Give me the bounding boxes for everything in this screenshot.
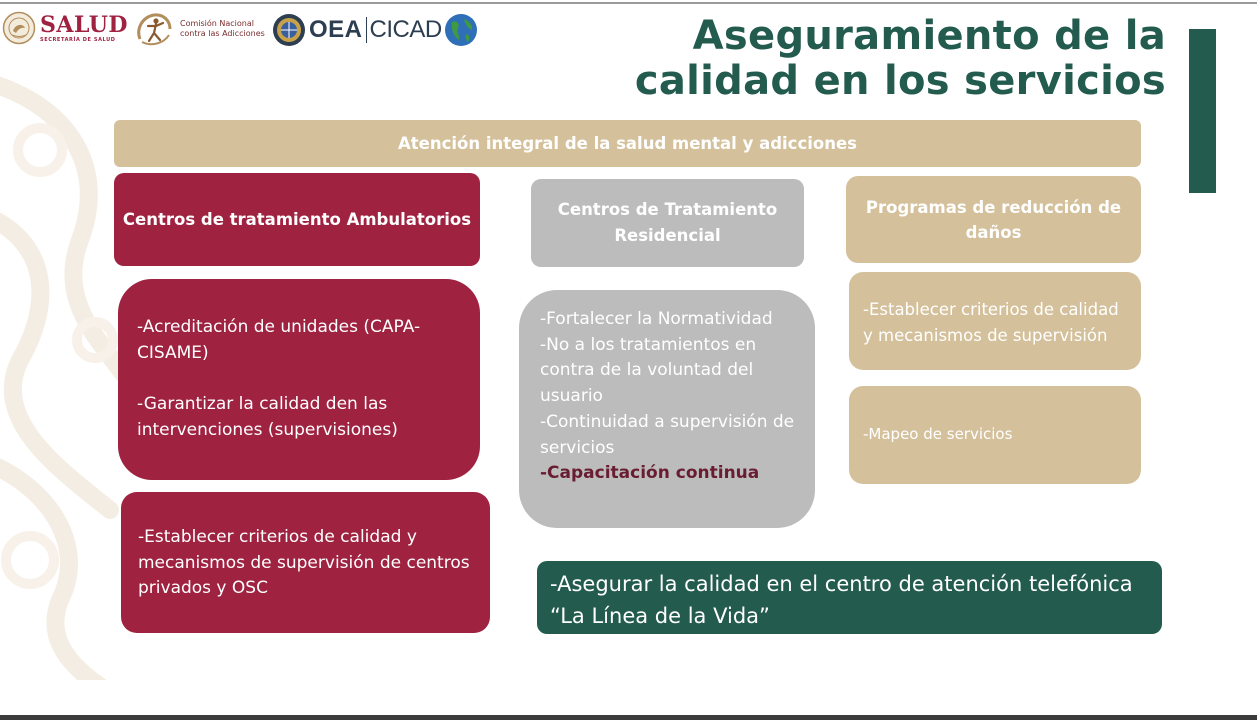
list-item: -Establecer criterios de calidad y mecanismos de supervisión de centros privados y OSC (138, 527, 470, 599)
slide-title-line-1: Aseguramiento de la (692, 13, 1166, 59)
list-item: -Establecer criterios de calidad y mecanismos de supervisión (863, 300, 1119, 345)
danos-criterios-card (849, 272, 1141, 370)
list-item: -Fortalecer la Normatividad (540, 309, 773, 329)
conadic-name-line-1: Comisión Nacional (180, 19, 254, 28)
list-item: -Mapeo de servicios (863, 425, 1013, 444)
ambulatorio-extra-card (121, 492, 490, 633)
conadic-name-line-2: contra las Adicciones (180, 29, 265, 38)
list-item: -No a los tratamientos en contra de la voluntad del usuario (540, 334, 757, 407)
oea-wordmark: OEA (309, 16, 363, 43)
oea-cicad-logo (272, 12, 478, 48)
accent-bar (1189, 29, 1216, 193)
salud-logo (2, 9, 128, 47)
logo-separator (366, 17, 367, 43)
residencial-items-card (519, 290, 815, 528)
conadic-emblem-icon (134, 11, 174, 47)
globe-icon (444, 13, 478, 47)
salud-wordmark: SALUD (40, 12, 128, 38)
spacer (137, 366, 470, 392)
linea-vida-banner: -Asegurar la calidad en el centro de atención telefónica “La Línea de la Vida” (537, 561, 1162, 634)
conadic-logo (134, 11, 265, 47)
residencial-header: Centros de Tratamiento Residencial (531, 179, 804, 267)
slide-title (566, 14, 1166, 104)
salud-subtitle: SECRETARÍA DE SALUD (40, 37, 116, 43)
reduccion-danos-header: Programas de reducción de daños (846, 176, 1141, 263)
main-header-banner: Atención integral de la salud mental y adicciones (114, 120, 1141, 167)
slide-title-line-2: calidad en los servicios (634, 58, 1166, 104)
ambulatorio-header: Centros de tratamiento Ambulatorios (114, 173, 480, 266)
top-rule (0, 2, 1257, 4)
mexico-seal-icon (2, 11, 36, 45)
list-item: -Garantizar la calidad den las intervenciones (supervisiones) (137, 394, 398, 440)
cicad-wordmark: CICAD (369, 16, 442, 43)
list-item: -Continuidad a supervisión de servicios (540, 411, 795, 458)
bottom-rule (0, 715, 1257, 720)
ambulatorio-items-card (118, 279, 480, 480)
list-item: -Acreditación de unidades (CAPA-CISAME) (137, 317, 421, 363)
list-item-highlight: -Capacitación continua (540, 463, 760, 484)
oea-emblem-icon (272, 13, 306, 47)
danos-mapeo-card (849, 386, 1141, 484)
